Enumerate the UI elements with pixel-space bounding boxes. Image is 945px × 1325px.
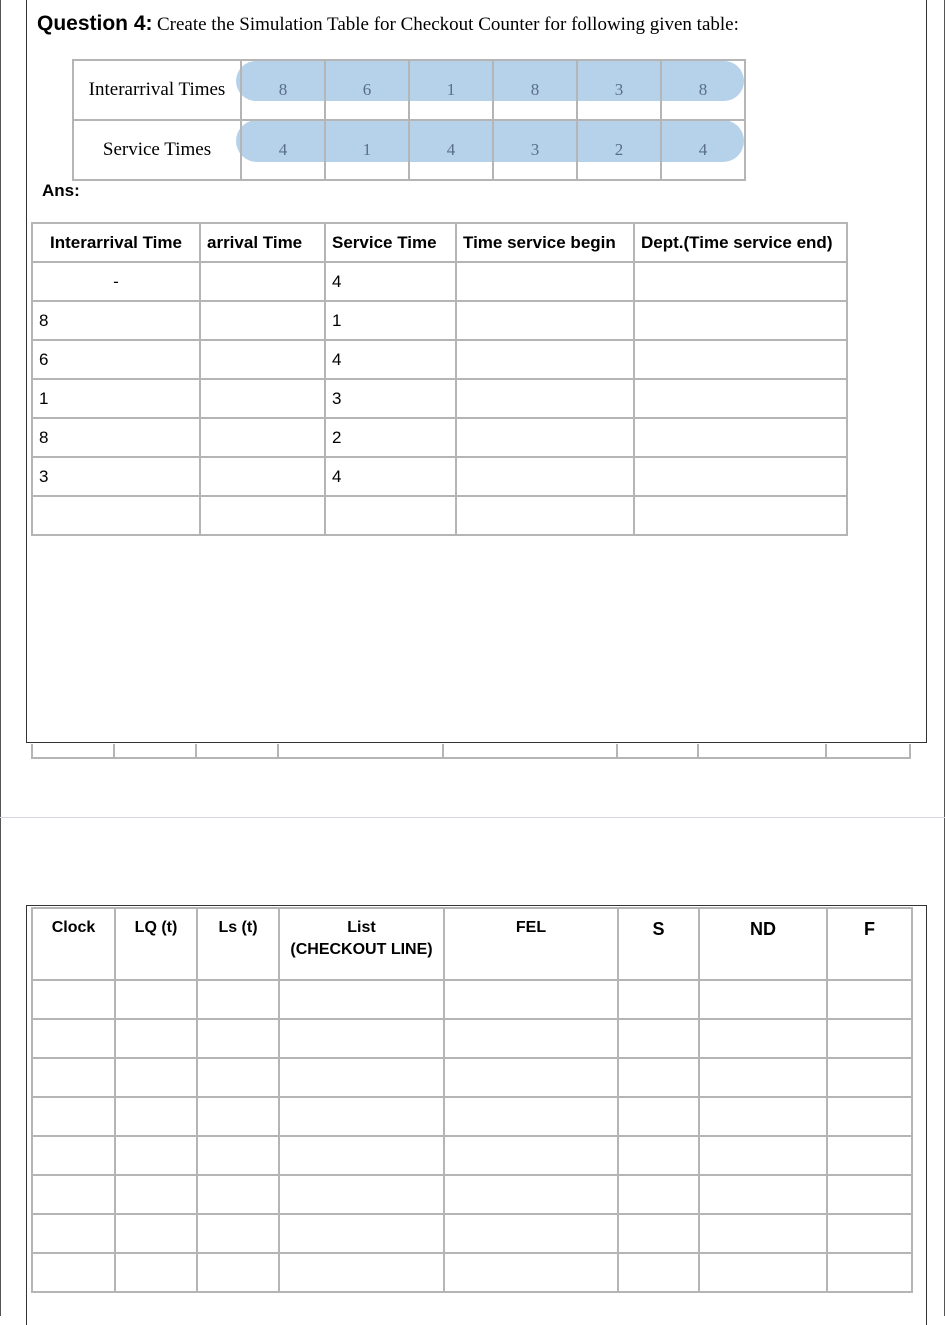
table-cell[interactable] xyxy=(32,1253,115,1292)
table-cell[interactable] xyxy=(827,1175,912,1214)
table-cell[interactable] xyxy=(699,1214,827,1253)
table-cell[interactable] xyxy=(279,1058,444,1097)
table-cell[interactable] xyxy=(200,418,325,457)
table-cell[interactable]: 4 xyxy=(325,340,456,379)
table-strip-divider xyxy=(616,744,618,759)
table-cell[interactable] xyxy=(699,1019,827,1058)
table-cell[interactable] xyxy=(200,262,325,301)
table-cell[interactable] xyxy=(32,496,200,535)
table-cell[interactable] xyxy=(197,1136,279,1175)
table-cell[interactable] xyxy=(699,1253,827,1292)
table-cell[interactable] xyxy=(279,1019,444,1058)
table-cell[interactable] xyxy=(197,1214,279,1253)
table-cell[interactable]: 6 xyxy=(32,340,200,379)
given-cell: 4 xyxy=(409,120,493,180)
table-cell[interactable]: - xyxy=(32,262,200,301)
table-strip-divider xyxy=(697,744,699,759)
given-cell: 6 xyxy=(325,60,409,120)
table-cell[interactable] xyxy=(32,1214,115,1253)
header-s: S xyxy=(618,908,699,980)
table-cell[interactable] xyxy=(32,1136,115,1175)
given-row-label: Service Times xyxy=(73,120,241,180)
header-list xyxy=(279,908,444,980)
given-cell: 8 xyxy=(241,60,325,120)
given-cell: 4 xyxy=(241,120,325,180)
table-row xyxy=(32,301,847,340)
header-list-line2: (CHECKOUT LINE) xyxy=(290,941,433,958)
page-edge-left xyxy=(0,0,1,1316)
table-cell[interactable] xyxy=(32,1175,115,1214)
table-cell[interactable] xyxy=(444,1058,618,1097)
table-cell[interactable] xyxy=(200,457,325,496)
event-header-row xyxy=(32,908,912,980)
table-cell[interactable]: 3 xyxy=(32,457,200,496)
given-cell: 8 xyxy=(493,60,577,120)
table-cell[interactable] xyxy=(827,1058,912,1097)
table-cell[interactable]: 1 xyxy=(325,301,456,340)
event-table-body xyxy=(32,980,912,1292)
given-cell: 4 xyxy=(661,120,745,180)
table-cell[interactable] xyxy=(634,262,847,301)
table-cell[interactable] xyxy=(827,1097,912,1136)
header-fel: FEL xyxy=(444,908,618,980)
given-cell: 1 xyxy=(409,60,493,120)
table-cell[interactable]: 4 xyxy=(325,262,456,301)
table-cell[interactable] xyxy=(827,1019,912,1058)
table-cell[interactable] xyxy=(618,980,699,1019)
table-cell[interactable] xyxy=(699,1058,827,1097)
header-nd: ND xyxy=(699,908,827,980)
table-cell[interactable] xyxy=(634,301,847,340)
table-row xyxy=(32,340,847,379)
table-cell[interactable] xyxy=(197,980,279,1019)
header-arrival-time: arrival Time xyxy=(200,223,325,262)
table-strip xyxy=(31,744,911,759)
header-list-line1: List xyxy=(347,919,376,936)
table-cell[interactable] xyxy=(279,1136,444,1175)
table-cell[interactable] xyxy=(444,1136,618,1175)
table-cell[interactable] xyxy=(32,980,115,1019)
table-cell[interactable] xyxy=(115,1097,197,1136)
table-row xyxy=(32,980,912,1019)
table-cell[interactable] xyxy=(444,1175,618,1214)
table-cell[interactable] xyxy=(699,1136,827,1175)
table-strip-divider xyxy=(442,744,444,759)
given-data-table xyxy=(72,59,746,181)
table-row xyxy=(32,262,847,301)
table-cell[interactable] xyxy=(444,1214,618,1253)
header-time-service-begin: Time service begin xyxy=(456,223,634,262)
question-label: Question 4: xyxy=(37,12,153,35)
table-cell[interactable] xyxy=(115,1253,197,1292)
table-cell[interactable] xyxy=(444,1097,618,1136)
table-cell[interactable] xyxy=(325,496,456,535)
table-cell[interactable] xyxy=(618,1097,699,1136)
table-row xyxy=(32,1214,912,1253)
table-strip-divider xyxy=(277,744,279,759)
table-cell[interactable] xyxy=(444,1019,618,1058)
table-cell[interactable] xyxy=(32,1097,115,1136)
table-cell[interactable] xyxy=(279,1097,444,1136)
table-cell[interactable] xyxy=(444,1253,618,1292)
header-clock: Clock xyxy=(32,908,115,980)
table-cell[interactable] xyxy=(618,1175,699,1214)
table-row xyxy=(32,1019,912,1058)
table-cell[interactable] xyxy=(618,1253,699,1292)
table-cell[interactable] xyxy=(618,1136,699,1175)
table-cell[interactable] xyxy=(456,340,634,379)
table-cell[interactable] xyxy=(115,1019,197,1058)
page-separator xyxy=(0,817,945,818)
given-row-interarrival xyxy=(73,60,745,120)
table-cell[interactable]: 8 xyxy=(32,418,200,457)
table-cell[interactable] xyxy=(444,980,618,1019)
table-cell[interactable] xyxy=(456,496,634,535)
table-cell[interactable] xyxy=(699,1175,827,1214)
table-cell[interactable] xyxy=(197,1175,279,1214)
table-cell[interactable] xyxy=(200,496,325,535)
given-cell: 1 xyxy=(325,120,409,180)
simulation-table xyxy=(31,222,848,536)
header-ls: Ls (t) xyxy=(197,908,279,980)
table-row xyxy=(32,1253,912,1292)
table-strip-divider xyxy=(195,744,197,759)
table-cell[interactable] xyxy=(115,1175,197,1214)
given-cell: 3 xyxy=(577,60,661,120)
table-cell[interactable] xyxy=(279,980,444,1019)
table-cell[interactable] xyxy=(827,1214,912,1253)
table-cell[interactable] xyxy=(115,1214,197,1253)
table-cell[interactable] xyxy=(115,1058,197,1097)
table-cell[interactable] xyxy=(200,301,325,340)
table-cell[interactable] xyxy=(699,980,827,1019)
given-row-label: Interarrival Times xyxy=(73,60,241,120)
table-cell[interactable]: 2 xyxy=(325,418,456,457)
answer-label: Ans: xyxy=(42,181,80,200)
table-row xyxy=(32,1175,912,1214)
table-cell[interactable]: 4 xyxy=(325,457,456,496)
table-cell[interactable] xyxy=(32,1058,115,1097)
table-row xyxy=(32,1097,912,1136)
table-cell[interactable] xyxy=(634,379,847,418)
table-row xyxy=(32,496,847,535)
given-cell: 2 xyxy=(577,120,661,180)
table-cell[interactable] xyxy=(634,418,847,457)
question-text: Create the Simulation Table for Checkout Counter for following given table: xyxy=(156,14,739,35)
table-cell[interactable] xyxy=(456,418,634,457)
table-row xyxy=(32,1136,912,1175)
table-cell[interactable] xyxy=(827,1253,912,1292)
table-cell[interactable] xyxy=(634,457,847,496)
table-cell[interactable] xyxy=(200,340,325,379)
table-strip-divider xyxy=(825,744,827,759)
table-cell[interactable]: 1 xyxy=(32,379,200,418)
table-cell[interactable] xyxy=(634,496,847,535)
header-lq: LQ (t) xyxy=(115,908,197,980)
table-cell[interactable] xyxy=(456,379,634,418)
table-cell[interactable] xyxy=(618,1058,699,1097)
table-row xyxy=(32,379,847,418)
table-cell[interactable] xyxy=(279,1253,444,1292)
table-row xyxy=(32,1058,912,1097)
given-cell: 8 xyxy=(661,60,745,120)
table-cell[interactable] xyxy=(32,1019,115,1058)
table-cell[interactable] xyxy=(456,457,634,496)
table-cell[interactable] xyxy=(634,340,847,379)
table-cell[interactable] xyxy=(200,379,325,418)
table-row xyxy=(32,457,847,496)
table-cell[interactable] xyxy=(197,1097,279,1136)
given-cell: 3 xyxy=(493,120,577,180)
table-cell[interactable] xyxy=(827,980,912,1019)
table-strip-divider xyxy=(113,744,115,759)
event-table xyxy=(31,907,913,1293)
header-departure: Dept.(Time service end) xyxy=(634,223,847,262)
table-cell[interactable] xyxy=(279,1214,444,1253)
table-cell[interactable] xyxy=(279,1175,444,1214)
table-cell[interactable] xyxy=(197,1253,279,1292)
table-cell[interactable] xyxy=(197,1058,279,1097)
table-cell[interactable] xyxy=(115,1136,197,1175)
table-cell[interactable] xyxy=(197,1019,279,1058)
table-cell[interactable]: 8 xyxy=(32,301,200,340)
given-row-service xyxy=(73,120,745,180)
table-cell[interactable]: 3 xyxy=(325,379,456,418)
table-row xyxy=(32,418,847,457)
table-cell[interactable] xyxy=(456,301,634,340)
table-cell[interactable] xyxy=(827,1136,912,1175)
question-heading xyxy=(37,12,739,36)
table-cell[interactable] xyxy=(618,1214,699,1253)
table-cell[interactable] xyxy=(699,1097,827,1136)
simulation-header-row xyxy=(32,223,847,262)
table-cell[interactable] xyxy=(618,1019,699,1058)
header-f: F xyxy=(827,908,912,980)
table-cell[interactable] xyxy=(115,980,197,1019)
table-cell[interactable] xyxy=(456,262,634,301)
header-service-time: Service Time xyxy=(325,223,456,262)
header-interarrival-time: Interarrival Time xyxy=(32,223,200,262)
